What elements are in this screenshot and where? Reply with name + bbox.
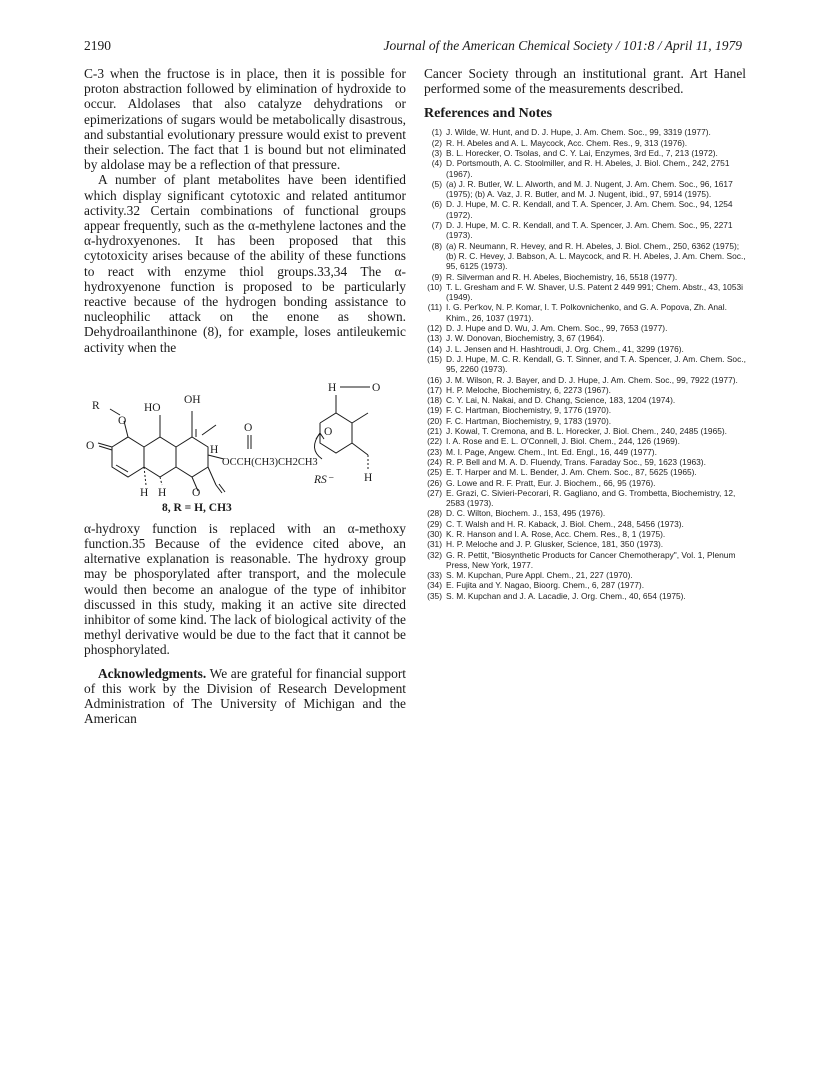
reference-text: D. J. Hupe, M. C. R. Kendall, G. T. Sinner, and T. A. Spencer, J. Am. Chem. Soc., 95, 2260 (1973).: [446, 353, 746, 375]
reference-text: H. P. Meloche, Biochemistry, 6, 2273 (1967).: [446, 384, 611, 395]
reference-item: [424, 570, 746, 580]
references-heading: References and Notes: [424, 106, 553, 122]
reference-number: (27): [427, 487, 442, 498]
reference-item: [424, 375, 746, 385]
reference-item: [424, 519, 746, 529]
arrow-curve: [314, 433, 322, 459]
reference-item: [424, 467, 746, 477]
reference-item: [424, 272, 746, 282]
label-o-lactone: O: [192, 486, 201, 499]
reference-item: [424, 354, 746, 375]
reference-item: [424, 241, 746, 272]
reference-item: [424, 323, 746, 333]
label-o-top: O: [372, 381, 381, 394]
reference-text: (a) R. Neumann, R. Hevey, and R. H. Abeles, J. Biol. Chem., 250, 6362 (1975); (b) R. C. Hevey, J. Babson, A. L. Maycock, and R. H. Abeles, J. Am. Chem. Soc., 95, 6125 (1973).: [446, 240, 746, 272]
reference-number: (20): [427, 415, 442, 426]
reference-text: D. C. Wilton, Biochem. J., 153, 495 (1976).: [446, 508, 606, 519]
label-ester-o: O: [244, 421, 253, 434]
reference-number: (7): [431, 220, 442, 231]
reference-number: (12): [427, 323, 442, 334]
left-column: [84, 66, 406, 727]
reference-text: T. L. Gresham and F. W. Shaver, U.S. Patent 2 449 991; Chem. Abstr., 43, 1053i (1949).: [446, 281, 744, 303]
ring-enone-bond-2: [352, 443, 368, 455]
reference-number: (33): [427, 570, 442, 581]
reference-text: D. J. Hupe and D. Wu, J. Am. Chem. Soc., 99, 7653 (1977).: [446, 323, 668, 334]
reference-number: (28): [427, 508, 442, 519]
reference-item: [424, 478, 746, 488]
reference-item: [424, 550, 746, 571]
label-h-small: H: [364, 471, 373, 484]
ack-text: We are grateful for financial support of this work by the Division of Research Development Administration of The University of Michigan and the American: [84, 665, 406, 727]
reference-item: [424, 220, 746, 241]
reference-item: [424, 158, 746, 179]
paragraph-3: α-hydroxy function is replaced with an α-methoxy function.35 Because of the evidence cited above, an alternative explanation is reasonable. The hydroxy group may be phosporylated after transport, and the molecule would then become an analogue of the type of inhibitor discussed in this study, making it an active site directed inhibitor of some kind. The lack of biological activity of the methyl derivative would be due to the fact that it cannot be phosphorylated.: [84, 520, 406, 658]
reference-number: (8): [431, 240, 442, 251]
label-ho: HO: [144, 401, 161, 414]
right-column: [424, 66, 746, 601]
reference-text: D. J. Hupe, M. C. R. Kendall, and T. A. Spencer, J. Am. Chem. Soc., 94, 1254 (1972).: [446, 199, 733, 220]
reference-text: F. C. Hartman, Biochemistry, 9, 1776 (1970).: [446, 405, 612, 416]
reference-text: J. W. Donovan, Biochemistry, 3, 67 (1964).: [446, 333, 605, 344]
reference-number: (11): [427, 302, 442, 313]
reference-text: C. T. Walsh and H. R. Kaback, J. Biol. Chem., 248, 5456 (1973).: [446, 518, 684, 529]
reference-text: E. T. Harper and M. L. Bender, J. Am. Chem. Soc., 87, 5625 (1965).: [446, 467, 697, 478]
reference-text: R. H. Abeles and A. L. Maycock, Acc. Chem. Res., 9, 313 (1976).: [446, 137, 688, 148]
reference-item: [424, 591, 746, 601]
reference-item: [424, 416, 746, 426]
label-o-bridge: O: [118, 414, 127, 427]
label-h-left: H: [140, 486, 149, 499]
reference-text: B. L. Horecker, O. Tsolas, and C. Y. Lai, Enzymes, 3rd Ed., 7, 213 (1972).: [446, 148, 718, 158]
reference-item: [424, 457, 746, 467]
reference-text: G. Lowe and R. F. Pratt, Eur. J. Biochem., 66, 95 (1976).: [446, 477, 656, 488]
label-o-second: O: [324, 425, 333, 438]
reference-item: [424, 436, 746, 446]
reference-text: M. I. Page, Angew. Chem., Int. Ed. Engl., 16, 449 (1977).: [446, 446, 657, 457]
reference-item: [424, 179, 746, 200]
h-left-bond: [144, 467, 146, 485]
page-number: 2190: [84, 38, 111, 53]
reference-number: (24): [427, 456, 442, 467]
label-o-enone: O: [86, 439, 95, 452]
reference-text: (a) J. R. Butler, W. L. Alworth, and M. J. Nugent, J. Am. Chem. Soc., 96, 1617 (1975); (b) A. Vaz, J. R. Butler, and M. J. Nugent, ibid., 97, 5914 (1975).: [446, 178, 733, 200]
reference-text: E. Fujita and Y. Nagao, Bioorg. Chem., 6, 287 (1977).: [446, 580, 645, 591]
reference-text: C. Y. Lai, N. Nakai, and D. Chang, Science, 183, 1204 (1974).: [446, 395, 676, 406]
reference-number: (17): [427, 384, 442, 395]
reference-number: (34): [427, 580, 442, 591]
reference-number: (30): [427, 528, 442, 539]
reference-item: [424, 405, 746, 415]
label-h-mid: H: [210, 443, 219, 456]
reference-item: [424, 138, 746, 148]
reference-text: R. Silverman and R. H. Abeles, Biochemistry, 16, 5518 (1977).: [446, 271, 678, 282]
reference-item: [424, 282, 746, 303]
reference-item: [424, 344, 746, 354]
paragraph-2: A number of plant metabolites have been identified which display significant cytotoxic and related antitumor activity.32 Certain combinations of functional groups appear frequently, such as the α-methylene lactones and the α-hydroxyenones. It has been proposed that this cytotoxicity arises because of the ability of these functions to react with enzyme thiol groups.33,34 The α-hydroxyenone function is proposed to be particularly reactive because of the hydrogen bonding assistance to nucleophilic attack on the enone as shown. Dehydroailanthinone (8), for example, loses antileukemic activity when the: [84, 172, 406, 355]
label-rs: RS⁻: [314, 473, 333, 486]
reference-text: S. M. Kupchan and J. A. Lacadie, J. Org. Chem., 40, 654 (1975).: [446, 590, 686, 601]
reference-item: [424, 539, 746, 549]
reference-number: (26): [427, 477, 442, 488]
reference-text: D. J. Hupe, M. C. R. Kendall, and T. A. Spencer, J. Am. Chem. Soc., 95, 2271 (1973).: [446, 220, 733, 241]
reference-text: J. Wilde, W. Hunt, and D. J. Hupe, J. Am. Chem. Soc., 99, 3319 (1977).: [446, 127, 711, 138]
h-right-bond: [160, 477, 162, 485]
reference-number: (23): [427, 446, 442, 457]
ring-enone-bond: [352, 413, 368, 423]
acknowledgments: [84, 666, 406, 727]
reference-item: [424, 127, 746, 137]
reference-number: (16): [427, 374, 442, 385]
ack-heading: Acknowledgments.: [98, 665, 207, 681]
reference-number: (3): [431, 148, 442, 158]
exo-double-bond: [202, 425, 216, 435]
reference-number: (35): [427, 590, 442, 601]
reference-text: J. L. Jensen and H. Hashtroudi, J. Org. Chem., 41, 3299 (1976).: [446, 343, 684, 354]
ring-c: [176, 437, 208, 477]
reference-item: [424, 333, 746, 343]
reference-item: [424, 529, 746, 539]
reference-text: G. R. Pettit, "Biosynthetic Products for Cancer Chemotherapy", Vol. 1, Plenum Press, New York, 1977.: [446, 549, 736, 570]
reference-text: I. G. Per'kov, N. P. Komar, I. T. Polkovnichenko, and G. A. Popova, Zh. Anal. Khim., 26, 1037 (1971).: [446, 302, 727, 323]
reference-number: (32): [427, 549, 442, 560]
reference-text: S. M. Kupchan, Pure Appl. Chem., 21, 227 (1970).: [446, 570, 633, 581]
reference-item: [424, 148, 746, 158]
page-header: [84, 38, 742, 58]
acknowledgments-continued: Cancer Society through an institutional grant. Art Hanel performed some of the measurements described.: [424, 66, 746, 97]
reference-item: [424, 508, 746, 518]
reference-text: J. M. Wilson, R. J. Bayer, and D. J. Hupe, J. Am. Chem. Soc., 99, 7922 (1977).: [446, 374, 738, 385]
ring-a: [112, 437, 144, 477]
chemical-structure: [84, 363, 406, 513]
ring-b: [144, 437, 176, 477]
reference-number: (18): [427, 395, 442, 406]
reference-text: I. A. Rose and E. L. O'Connell, J. Biol. Chem., 244, 126 (1969).: [446, 436, 680, 447]
compound-caption: 8, R = H, CH3: [162, 501, 232, 513]
reference-number: (15): [427, 353, 442, 364]
lactone-bond-2: [208, 467, 216, 485]
reference-number: (6): [431, 199, 442, 210]
reference-number: (22): [427, 436, 442, 447]
reference-number: (29): [427, 518, 442, 529]
reference-text: F. C. Hartman, Biochemistry, 9, 1783 (1970).: [446, 415, 612, 426]
reference-item: [424, 580, 746, 590]
label-ester: OCCH(CH3)CH2CH3: [222, 456, 318, 468]
reference-text: D. Portsmouth, A. C. Stoolmiller, and R. H. Abeles, J. Biol. Chem., 242, 2751 (1967).: [446, 158, 730, 179]
reference-number: (19): [427, 405, 442, 416]
reference-number: (1): [431, 127, 442, 138]
reference-number: (9): [431, 271, 442, 282]
reference-text: R. P. Bell and M. A. D. Fluendy, Trans. Faraday Soc., 59, 1623 (1963).: [446, 456, 706, 467]
reference-number: (10): [427, 281, 442, 292]
reference-number: (25): [427, 467, 442, 478]
reference-item: [424, 426, 746, 436]
reference-item: [424, 385, 746, 395]
reference-item: [424, 302, 746, 323]
reference-text: H. P. Meloche and J. P. Glusker, Science, 181, 350 (1973).: [446, 539, 664, 550]
reference-text: J. Kowal, T. Cremona, and B. L. Horecker, J. Biol. Chem., 240, 2485 (1965).: [446, 426, 728, 437]
reference-item: [424, 447, 746, 457]
reference-text: K. R. Hanson and I. A. Rose, Acc. Chem. Res., 8, 1 (1975).: [446, 528, 666, 539]
reference-number: (14): [427, 343, 442, 354]
paragraph-1: C-3 when the fructose is in place, then it is possible for proton abstraction followed by elimination of hydroxide to occur. Aldolases that also catalyze dehydrations or epimerizations of sugars would be metabolically disastrous, and substantial evolutionary pressure would exist to prevent their selection. The fact that 1 is bound but not eliminated by aldolase may be a reflection of that pressure.: [84, 66, 406, 173]
reference-number: (4): [431, 158, 442, 169]
reference-number: (31): [427, 539, 442, 550]
label-h-right: H: [158, 486, 167, 499]
reference-list: [424, 127, 746, 601]
journal-line: Journal of the American Chemical Society / 101:8 / April 11, 1979: [383, 38, 742, 53]
reference-number: (21): [427, 426, 442, 437]
label-h-top: H: [328, 381, 337, 394]
reference-number: (13): [427, 333, 442, 344]
reference-text: E. Grazi, C. Sivieri-Pecorari, R. Gagliano, and G. Trombetta, Biochemistry, 12, 2583 (1973).: [446, 487, 736, 509]
reference-item: [424, 488, 746, 509]
label-r: R: [92, 399, 100, 412]
reference-item: [424, 199, 746, 220]
reference-item: [424, 395, 746, 405]
reference-number: (2): [431, 137, 442, 148]
reference-number: (5): [431, 178, 442, 189]
label-oh: OH: [184, 393, 201, 406]
